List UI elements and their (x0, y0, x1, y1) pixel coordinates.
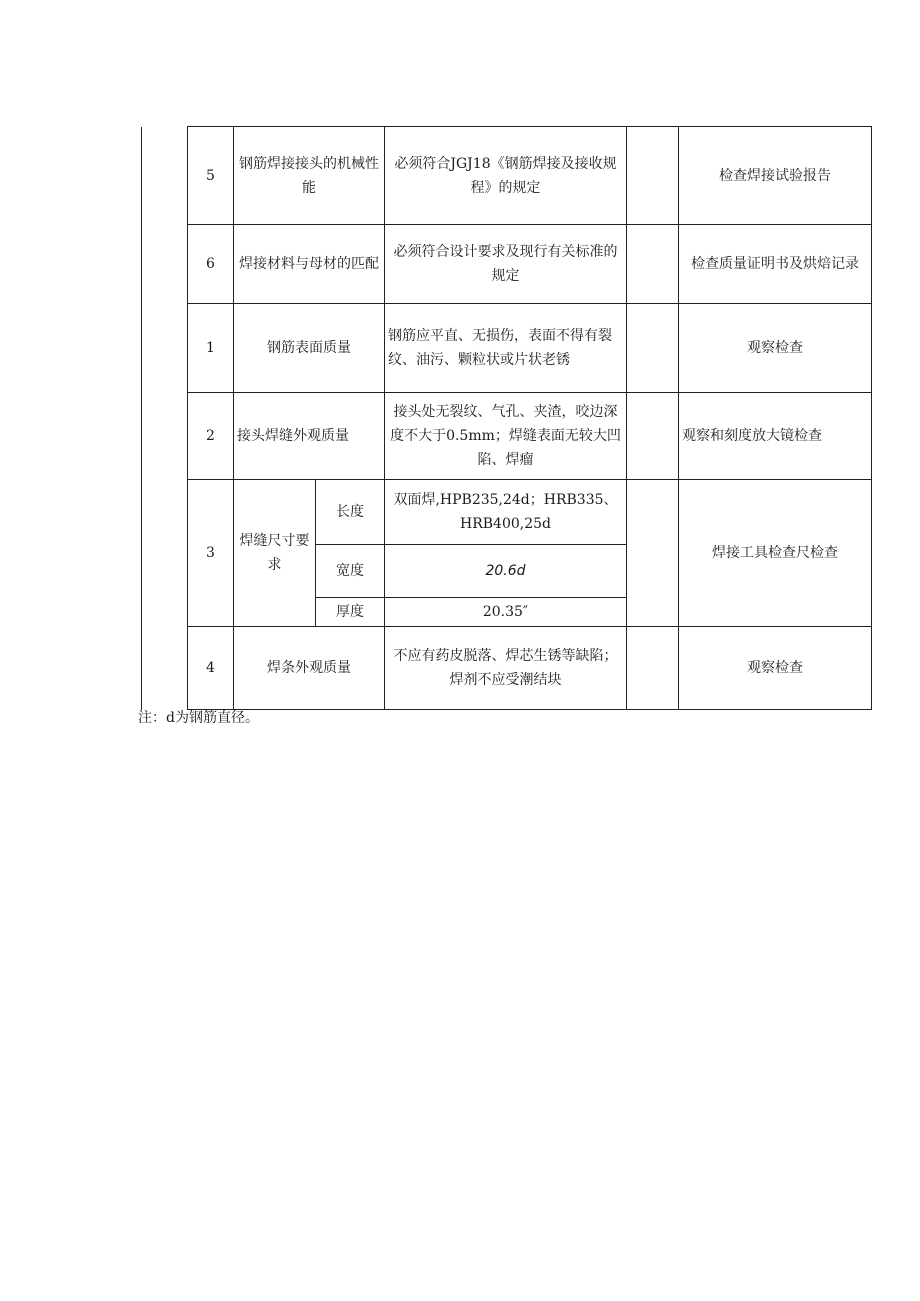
table-row (142, 627, 872, 710)
requirement-cell: 钢筋应平直、无损伤，表面不得有裂纹、油污、颗粒状或片状老锈 (385, 304, 627, 393)
blank-cell (627, 304, 679, 393)
item-cell: 钢筋焊接接头的机械性能 (234, 127, 385, 225)
row-number: 6 (188, 225, 234, 304)
method-cell: 焊接工具检查尺检查 (679, 480, 872, 627)
blank-cell (627, 393, 679, 480)
method-cell: 观察和刻度放大镜检查 (679, 393, 872, 480)
table-row (142, 393, 872, 480)
row-number: 4 (188, 627, 234, 710)
inspection-table (141, 126, 872, 710)
item-cell: 焊缝尺寸要求 (234, 480, 316, 627)
method-cell: 检查焊接试验报告 (679, 127, 872, 225)
blank-cell (627, 480, 679, 627)
requirement-cell: 不应有药皮脱落、焊芯生锈等缺陷；焊剂不应受潮结块 (385, 627, 627, 710)
item-cell: 焊条外观质量 (234, 627, 385, 710)
category-cell (142, 627, 188, 710)
table-row (142, 127, 872, 225)
table-row (142, 480, 872, 545)
method-cell: 检查质量证明书及烘焙记录 (679, 225, 872, 304)
requirement-cell: 必须符合JGJ18《钢筋焊接及接收规程》的规定 (385, 127, 627, 225)
table-footnote: 注：d为钢筋直径。 (138, 710, 259, 726)
row-number: 5 (188, 127, 234, 225)
item-cell: 钢筋表面质量 (234, 304, 385, 393)
item-cell: 接头焊缝外观质量 (234, 393, 385, 480)
sub-value-width: 20.6d (385, 545, 627, 598)
sub-value-length: 双面焊,HPB235,24d；HRB335、HRB400,25d (385, 480, 627, 545)
method-cell: 观察检查 (679, 304, 872, 393)
requirement-cell: 接头处无裂纹、气孔、夹渣，咬边深度不大于0.5mm；焊缝表面无较大凹陷、焊瘤 (385, 393, 627, 480)
blank-cell (627, 127, 679, 225)
row-number: 1 (188, 304, 234, 393)
blank-cell (627, 225, 679, 304)
sub-item-width: 宽度 (316, 545, 385, 598)
method-cell: 观察检查 (679, 627, 872, 710)
table-row (142, 304, 872, 393)
sub-value-thickness: 20.35″ (385, 598, 627, 627)
requirement-cell: 必须符合设计要求及现行有关标准的规定 (385, 225, 627, 304)
sub-item-thickness: 厚度 (316, 598, 385, 627)
item-cell: 焊接材料与母材的匹配 (234, 225, 385, 304)
row-number: 3 (188, 480, 234, 627)
table-row (142, 225, 872, 304)
blank-cell (627, 627, 679, 710)
category-cell (142, 127, 188, 627)
row-number: 2 (188, 393, 234, 480)
sub-item-length: 长度 (316, 480, 385, 545)
